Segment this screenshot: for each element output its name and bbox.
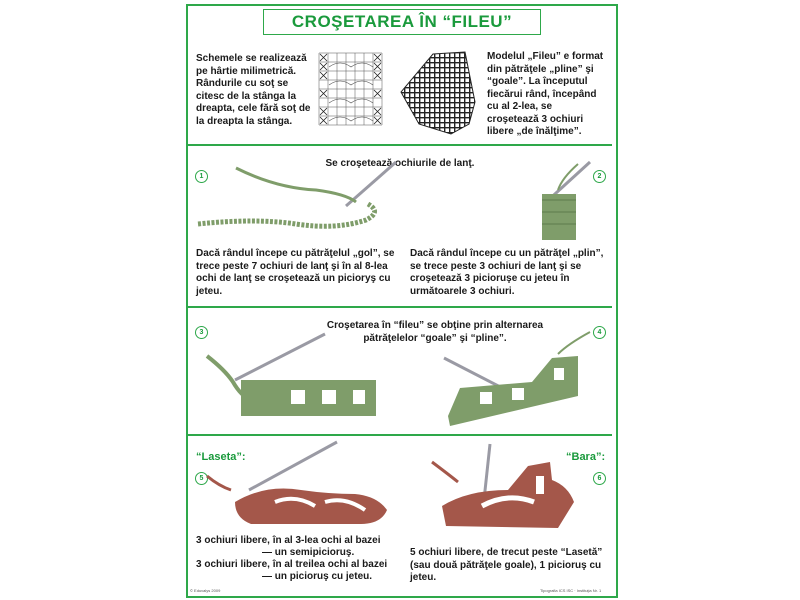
bara-label: “Bara”:	[566, 451, 606, 463]
intro-right-text: Modelul „Fileu” e format din pătrăţele „pline” şi “goale”. La începutul fiecărui rând, începând cu al 2-lea, se croşetează 3 ochiuri libere „de înălţime”.	[487, 51, 604, 137]
footer-right: Tipografia ICS ISC · Instituţia Nr. 1	[540, 588, 602, 593]
section3-left-line2: — un semipicioruş.	[262, 547, 355, 558]
laseta-stitch-illustration	[205, 440, 395, 532]
fileu-row-illustration-right	[440, 330, 600, 430]
step-2-number: 2	[593, 170, 606, 183]
step-4-number: 4	[593, 326, 606, 339]
divider-2	[188, 306, 612, 308]
divider-1	[188, 144, 612, 146]
section3-right-text: 5 ochiuri libere, de trecut peste “Lasetă” (sau două pătrăţele goale), 1 picioruş cu jeteu.	[410, 547, 603, 583]
step-5-number: 5	[195, 472, 208, 485]
grid-scheme-diagram	[317, 51, 387, 129]
section1-right-text: Dacă rândul începe cu un pătrăţel „plin”, se trece peste 3 ochiuri de lanţ şi se croşetează 3 picioruşe cu jeteu în următoarele 3 ochiuri.	[410, 248, 604, 297]
bara-stitch-illustration	[428, 440, 598, 532]
step-1-number: 1	[195, 170, 208, 183]
section3-left-line4: — un picioruş cu jeteu.	[262, 571, 373, 582]
page-title: CROŞETAREA ÎN “FILEU”	[263, 9, 541, 35]
section2-heading: Croşetarea în “fileu” se obţine prin alternarea pătrăţelelor “goale” şi “pline”.	[326, 320, 544, 344]
step-3-number: 3	[195, 326, 208, 339]
first-row-illustration	[532, 160, 602, 245]
fileu-row-illustration-left	[205, 330, 380, 425]
fileu-pattern-sample	[399, 52, 479, 136]
section3-left-line3: 3 ochiuri libere, în al treilea ochi al bazei	[196, 559, 388, 570]
intro-left-text: Schemele se realizează pe hârtie milimetrică. Rândurile cu soţ se citesc de la stânga la dreapta, cele fără soţ de la dreapta la stânga.	[196, 53, 311, 127]
footer-left: © Eduvalys 2009	[190, 588, 221, 593]
divider-3	[188, 434, 612, 436]
section1-heading: Se croşetează ochiurile de lanţ.	[325, 158, 475, 169]
chain-stitch-illustration	[196, 160, 396, 240]
laseta-label: “Laseta”:	[196, 451, 246, 463]
step-6-number: 6	[593, 472, 606, 485]
section1-left-text: Dacă rândul începe cu pătrăţelul „gol”, se trece peste 7 ochiuri de lanţ şi în al 8-lea ochi de lanţ se croşetează un piciorуş cu jeteu.	[196, 248, 395, 297]
section3-left-line1: 3 ochiuri libere, în al 3-lea ochi al bazei	[196, 535, 381, 546]
